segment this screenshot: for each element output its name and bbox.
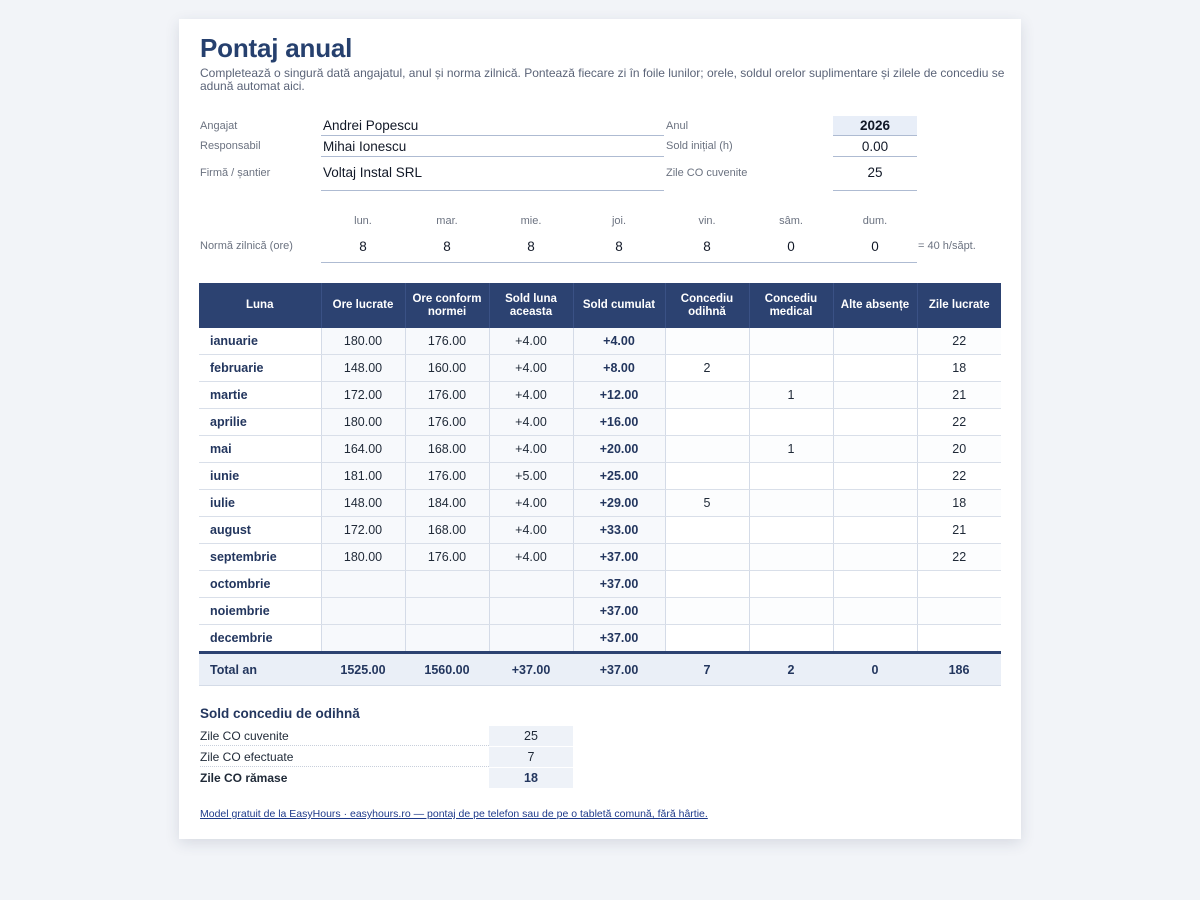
day-label-sun: dum. bbox=[862, 215, 888, 227]
footer-link[interactable]: Model gratuit de la EasyHours · easyhours.ro — pontaj de pe telefon sau de pe o tabletă comună, fără hârtie. bbox=[200, 808, 708, 820]
cell-medical-leave bbox=[749, 328, 833, 355]
table-row bbox=[199, 328, 1001, 355]
day-label-sat: sâm. bbox=[779, 215, 803, 227]
company-label: Firmă / șantier bbox=[200, 167, 271, 179]
table-row bbox=[199, 598, 1001, 625]
cell-other-absences bbox=[833, 517, 917, 544]
cell-month[interactable]: ianuarie bbox=[199, 328, 321, 355]
total-cumulative-balance: +37.00 bbox=[573, 653, 665, 686]
cell-norm-hours: 160.00 bbox=[405, 355, 489, 382]
norm-hours-mon[interactable]: 8 bbox=[359, 239, 367, 254]
cell-other-absences bbox=[833, 328, 917, 355]
total-hours-worked: 1525.00 bbox=[321, 653, 405, 686]
cell-days-worked: 18 bbox=[917, 490, 1001, 517]
cell-cumulative-balance: +37.00 bbox=[573, 544, 665, 571]
cell-medical-leave bbox=[749, 409, 833, 436]
cell-days-worked: 21 bbox=[917, 382, 1001, 409]
cell-hours-worked: 172.00 bbox=[321, 382, 405, 409]
leave-label: Zile CO cuvenite bbox=[200, 729, 289, 743]
cell-other-absences bbox=[833, 463, 917, 490]
leave-value: 7 bbox=[489, 747, 573, 767]
column-header-month: Luna bbox=[199, 283, 321, 328]
cell-month-balance: +4.00 bbox=[489, 409, 573, 436]
cell-hours-worked: 172.00 bbox=[321, 517, 405, 544]
cell-medical-leave: 1 bbox=[749, 382, 833, 409]
table-row bbox=[199, 490, 1001, 517]
leave-row-taken bbox=[200, 747, 573, 767]
leave-label: Zile CO efectuate bbox=[200, 750, 294, 764]
cell-month-balance: +4.00 bbox=[489, 382, 573, 409]
cell-annual-leave bbox=[665, 436, 749, 463]
column-header-norm-hours: Ore conform normei bbox=[405, 283, 489, 328]
cell-month-balance: +4.00 bbox=[489, 517, 573, 544]
cell-annual-leave bbox=[665, 328, 749, 355]
leave-label: Zile CO rămase bbox=[200, 771, 288, 785]
norm-hours-fri[interactable]: 8 bbox=[703, 239, 711, 254]
page-subtitle: Completează o singură dată angajatul, anul și norma zilnică. Pontează fiecare zi în foile lunilor; orele, soldul orelor suplimentare și zilele de concediu se adună automat aici. bbox=[200, 66, 1005, 93]
cell-hours-worked bbox=[321, 598, 405, 625]
cell-norm-hours: 176.00 bbox=[405, 328, 489, 355]
cell-other-absences bbox=[833, 355, 917, 382]
timesheet-sheet bbox=[179, 19, 1021, 839]
cell-hours-worked: 148.00 bbox=[321, 355, 405, 382]
cell-norm-hours: 176.00 bbox=[405, 382, 489, 409]
table-body bbox=[199, 328, 1001, 653]
cell-other-absences bbox=[833, 625, 917, 653]
cell-hours-worked: 180.00 bbox=[321, 328, 405, 355]
cell-other-absences bbox=[833, 544, 917, 571]
cell-days-worked: 18 bbox=[917, 355, 1001, 382]
cell-month-balance bbox=[489, 598, 573, 625]
cell-hours-worked: 148.00 bbox=[321, 490, 405, 517]
column-header-month-balance: Sold luna aceasta bbox=[489, 283, 573, 328]
cell-month-balance: +5.00 bbox=[489, 463, 573, 490]
cell-days-worked: 20 bbox=[917, 436, 1001, 463]
cell-norm-hours bbox=[405, 571, 489, 598]
initial-balance-field[interactable]: 0.00 bbox=[833, 137, 917, 157]
cell-month[interactable]: iunie bbox=[199, 463, 321, 490]
norm-underline bbox=[321, 262, 917, 263]
column-header-medical-leave: Concediu medical bbox=[749, 283, 833, 328]
company-field[interactable]: Voltaj Instal SRL bbox=[321, 160, 664, 191]
table-row bbox=[199, 409, 1001, 436]
cell-month[interactable]: august bbox=[199, 517, 321, 544]
cell-hours-worked: 180.00 bbox=[321, 544, 405, 571]
cell-cumulative-balance: +25.00 bbox=[573, 463, 665, 490]
cell-cumulative-balance: +33.00 bbox=[573, 517, 665, 544]
norm-hours-tue[interactable]: 8 bbox=[443, 239, 451, 254]
table-header-row bbox=[199, 283, 1001, 328]
norm-label: Normă zilnică (ore) bbox=[200, 240, 293, 252]
total-days-worked: 186 bbox=[917, 653, 1001, 686]
total-norm-hours: 1560.00 bbox=[405, 653, 489, 686]
cell-norm-hours: 184.00 bbox=[405, 490, 489, 517]
day-label-wed: mie. bbox=[520, 215, 542, 227]
cell-other-absences bbox=[833, 382, 917, 409]
cell-norm-hours bbox=[405, 625, 489, 653]
yearly-timesheet-table bbox=[199, 283, 1001, 686]
initial-balance-label: Sold inițial (h) bbox=[666, 140, 733, 152]
cell-norm-hours: 168.00 bbox=[405, 436, 489, 463]
day-label-mon: lun. bbox=[354, 215, 372, 227]
total-month: Total an bbox=[199, 653, 321, 686]
leave-balance-title: Sold concediu de odihnă bbox=[200, 706, 360, 721]
column-header-hours-worked: Ore lucrate bbox=[321, 283, 405, 328]
cell-annual-leave bbox=[665, 571, 749, 598]
cell-month[interactable]: mai bbox=[199, 436, 321, 463]
cell-hours-worked bbox=[321, 571, 405, 598]
norm-hours-thu[interactable]: 8 bbox=[615, 239, 623, 254]
cell-month[interactable]: decembrie bbox=[199, 625, 321, 653]
cell-annual-leave bbox=[665, 517, 749, 544]
co-days-label: Zile CO cuvenite bbox=[666, 167, 748, 179]
total-annual-leave: 7 bbox=[665, 653, 749, 686]
cell-cumulative-balance: +29.00 bbox=[573, 490, 665, 517]
cell-month-balance: +4.00 bbox=[489, 490, 573, 517]
employee-field[interactable]: Andrei Popescu bbox=[321, 116, 664, 136]
total-other-absences: 0 bbox=[833, 653, 917, 686]
cell-days-worked: 22 bbox=[917, 409, 1001, 436]
cell-medical-leave bbox=[749, 625, 833, 653]
cell-annual-leave bbox=[665, 382, 749, 409]
table-row bbox=[199, 571, 1001, 598]
co-days-field[interactable]: 25 bbox=[833, 160, 917, 191]
cell-medical-leave bbox=[749, 544, 833, 571]
table-row bbox=[199, 517, 1001, 544]
cell-month-balance: +4.00 bbox=[489, 355, 573, 382]
cell-annual-leave bbox=[665, 463, 749, 490]
year-field[interactable]: 2026 bbox=[833, 116, 917, 136]
leave-row-remaining bbox=[200, 768, 573, 788]
day-label-tue: mar. bbox=[436, 215, 458, 227]
year-label: Anul bbox=[666, 120, 689, 132]
leave-value: 25 bbox=[489, 726, 573, 746]
cell-days-worked: 22 bbox=[917, 463, 1001, 490]
cell-cumulative-balance: +8.00 bbox=[573, 355, 665, 382]
total-row bbox=[199, 653, 1001, 686]
day-label-fri: vin. bbox=[698, 215, 716, 227]
total-medical-leave: 2 bbox=[749, 653, 833, 686]
cell-annual-leave bbox=[665, 409, 749, 436]
cell-other-absences bbox=[833, 571, 917, 598]
column-header-other-absences: Alte absențe bbox=[833, 283, 917, 328]
cell-annual-leave: 2 bbox=[665, 355, 749, 382]
table-row bbox=[199, 355, 1001, 382]
cell-norm-hours: 168.00 bbox=[405, 517, 489, 544]
cell-month[interactable]: octombrie bbox=[199, 571, 321, 598]
manager-label: Responsabil bbox=[200, 140, 261, 152]
cell-norm-hours: 176.00 bbox=[405, 463, 489, 490]
cell-other-absences bbox=[833, 490, 917, 517]
cell-days-worked bbox=[917, 571, 1001, 598]
cell-norm-hours: 176.00 bbox=[405, 544, 489, 571]
table-row bbox=[199, 382, 1001, 409]
leave-row-entitled bbox=[200, 726, 573, 746]
column-header-cumulative-balance: Sold cumulat bbox=[573, 283, 665, 328]
cell-medical-leave: 1 bbox=[749, 436, 833, 463]
cell-norm-hours bbox=[405, 598, 489, 625]
cell-days-worked bbox=[917, 598, 1001, 625]
cell-medical-leave bbox=[749, 463, 833, 490]
cell-hours-worked: 181.00 bbox=[321, 463, 405, 490]
leave-value: 18 bbox=[489, 768, 573, 788]
cell-cumulative-balance: +4.00 bbox=[573, 328, 665, 355]
table-row bbox=[199, 436, 1001, 463]
table-row bbox=[199, 625, 1001, 653]
cell-days-worked: 22 bbox=[917, 328, 1001, 355]
manager-field[interactable]: Mihai Ionescu bbox=[321, 137, 664, 157]
cell-annual-leave: 5 bbox=[665, 490, 749, 517]
cell-medical-leave bbox=[749, 490, 833, 517]
cell-cumulative-balance: +37.00 bbox=[573, 598, 665, 625]
cell-cumulative-balance: +16.00 bbox=[573, 409, 665, 436]
cell-annual-leave bbox=[665, 625, 749, 653]
page-title: Pontaj anual bbox=[200, 33, 353, 63]
cell-cumulative-balance: +12.00 bbox=[573, 382, 665, 409]
employee-label: Angajat bbox=[200, 120, 238, 132]
cell-medical-leave bbox=[749, 517, 833, 544]
cell-month[interactable]: martie bbox=[199, 382, 321, 409]
cell-medical-leave bbox=[749, 571, 833, 598]
cell-days-worked bbox=[917, 625, 1001, 653]
cell-annual-leave bbox=[665, 544, 749, 571]
weekly-hours-note: = 40 h/săpt. bbox=[918, 240, 976, 252]
column-header-annual-leave: Concediu odihnă bbox=[665, 283, 749, 328]
cell-month-balance: +4.00 bbox=[489, 544, 573, 571]
cell-cumulative-balance: +37.00 bbox=[573, 571, 665, 598]
cell-hours-worked: 164.00 bbox=[321, 436, 405, 463]
cell-hours-worked: 180.00 bbox=[321, 409, 405, 436]
cell-cumulative-balance: +20.00 bbox=[573, 436, 665, 463]
cell-medical-leave bbox=[749, 355, 833, 382]
cell-norm-hours: 176.00 bbox=[405, 409, 489, 436]
cell-cumulative-balance: +37.00 bbox=[573, 625, 665, 653]
cell-month[interactable]: noiembrie bbox=[199, 598, 321, 625]
table-row bbox=[199, 544, 1001, 571]
total-month-balance: +37.00 bbox=[489, 653, 573, 686]
cell-other-absences bbox=[833, 409, 917, 436]
table-row bbox=[199, 463, 1001, 490]
norm-hours-wed[interactable]: 8 bbox=[527, 239, 535, 254]
cell-month-balance bbox=[489, 625, 573, 653]
cell-month-balance: +4.00 bbox=[489, 436, 573, 463]
cell-month[interactable]: septembrie bbox=[199, 544, 321, 571]
cell-month[interactable]: februarie bbox=[199, 355, 321, 382]
cell-month-balance: +4.00 bbox=[489, 328, 573, 355]
cell-medical-leave bbox=[749, 598, 833, 625]
norm-hours-sun[interactable]: 0 bbox=[871, 239, 879, 254]
cell-month[interactable]: aprilie bbox=[199, 409, 321, 436]
cell-other-absences bbox=[833, 436, 917, 463]
norm-hours-sat[interactable]: 0 bbox=[787, 239, 795, 254]
cell-annual-leave bbox=[665, 598, 749, 625]
cell-days-worked: 22 bbox=[917, 544, 1001, 571]
cell-days-worked: 21 bbox=[917, 517, 1001, 544]
cell-other-absences bbox=[833, 598, 917, 625]
column-header-days-worked: Zile lucrate bbox=[917, 283, 1001, 328]
cell-hours-worked bbox=[321, 625, 405, 653]
cell-month-balance bbox=[489, 571, 573, 598]
day-label-thu: joi. bbox=[611, 215, 627, 227]
cell-month[interactable]: iulie bbox=[199, 490, 321, 517]
